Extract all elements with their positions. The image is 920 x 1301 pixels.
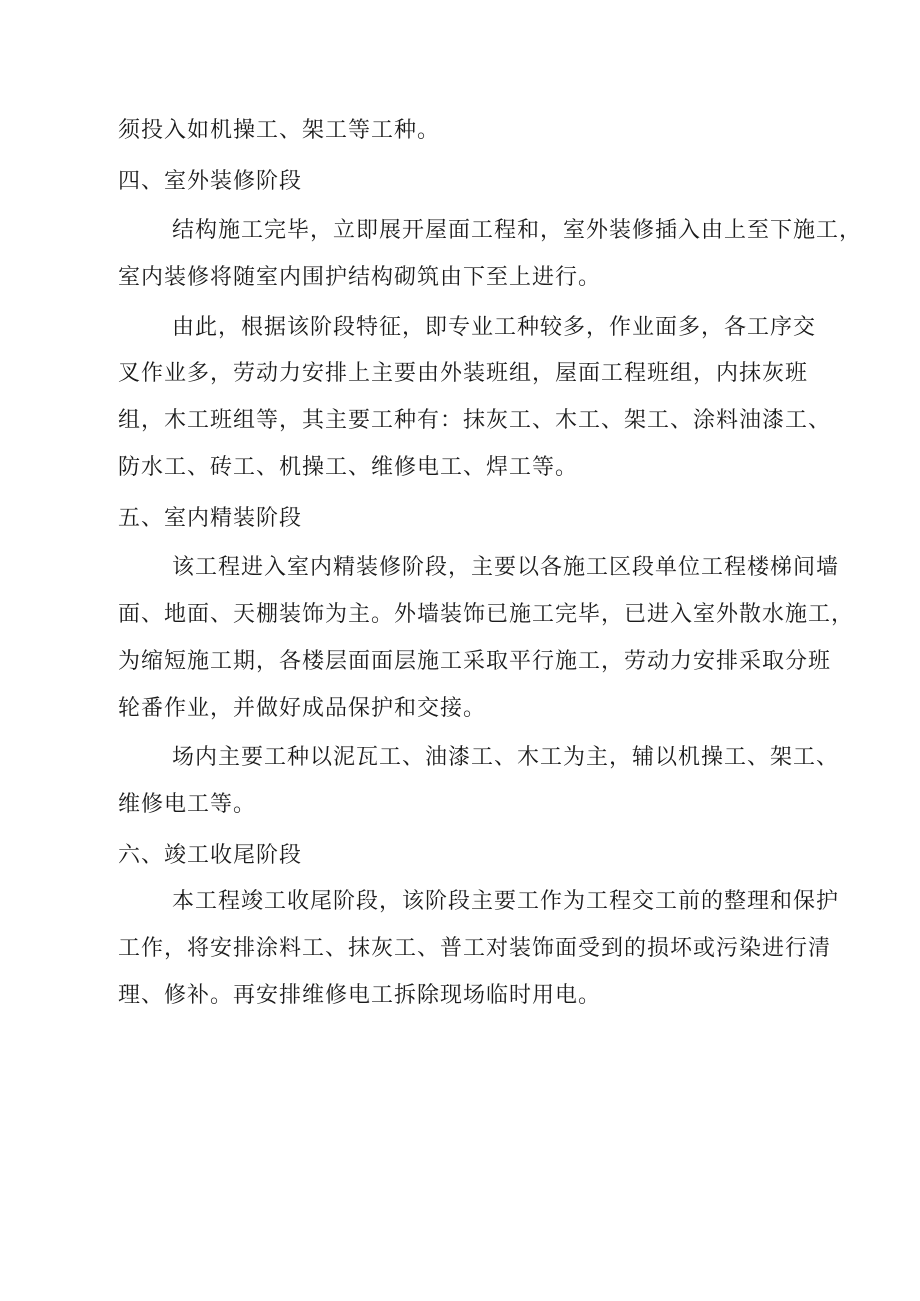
paragraph-line: 本工程竣工收尾阶段，该阶段主要工作为工程交工前的整理和保护 — [172, 889, 840, 914]
paragraph-line: 由此，根据该阶段特征，即专业工种较多，作业面多，各工序交 — [172, 315, 817, 340]
section-heading-6: 六、竣工收尾阶段 — [118, 843, 303, 868]
paragraph-line: 该工程进入室内精装修阶段，主要以各施工区段单位工程楼梯间墙 — [172, 555, 840, 580]
paragraph-line: 室内装修将随室内围护结构砌筑由下至上进行。 — [118, 265, 602, 290]
paragraph-line: 维修电工等。 — [118, 792, 257, 817]
paragraph-line: 场内主要工种以泥瓦工、油漆工、木工为主，辅以机操工、架工、 — [172, 745, 840, 770]
section-heading-5: 五、室内精装阶段 — [118, 506, 303, 531]
paragraph-line: 轮番作业，并做好成品保护和交接。 — [118, 696, 487, 721]
paragraph-line: 理、修补。再安排维修电工拆除现场临时用电。 — [118, 983, 602, 1008]
paragraph-line: 为缩短施工期，各楼层面面层施工采取平行施工，劳动力安排采取分班 — [118, 649, 832, 674]
paragraph-line: 面、地面、天棚装饰为主。外墙装饰已施工完毕，已进入室外散水施工， — [118, 602, 855, 627]
text-line: 须投入如机操工、架工等工种。 — [118, 118, 441, 143]
paragraph-line: 防水工、砖工、机操工、维修电工、焊工等。 — [118, 455, 579, 480]
paragraph-line: 叉作业多，劳动力安排上主要由外装班组，屋面工程班组，内抹灰班 — [118, 361, 809, 386]
paragraph-line: 结构施工完毕，立即展开屋面工程和，室外装修插入由上至下施工， — [172, 218, 863, 243]
section-heading-4: 四、室外装修阶段 — [118, 169, 303, 194]
paragraph-line: 工作，将安排涂料工、抹灰工、普工对装饰面受到的损坏或污染进行清 — [118, 936, 832, 961]
paragraph-line: 组，木工班组等，其主要工种有：抹灰工、木工、架工、涂料油漆工、 — [118, 408, 832, 433]
